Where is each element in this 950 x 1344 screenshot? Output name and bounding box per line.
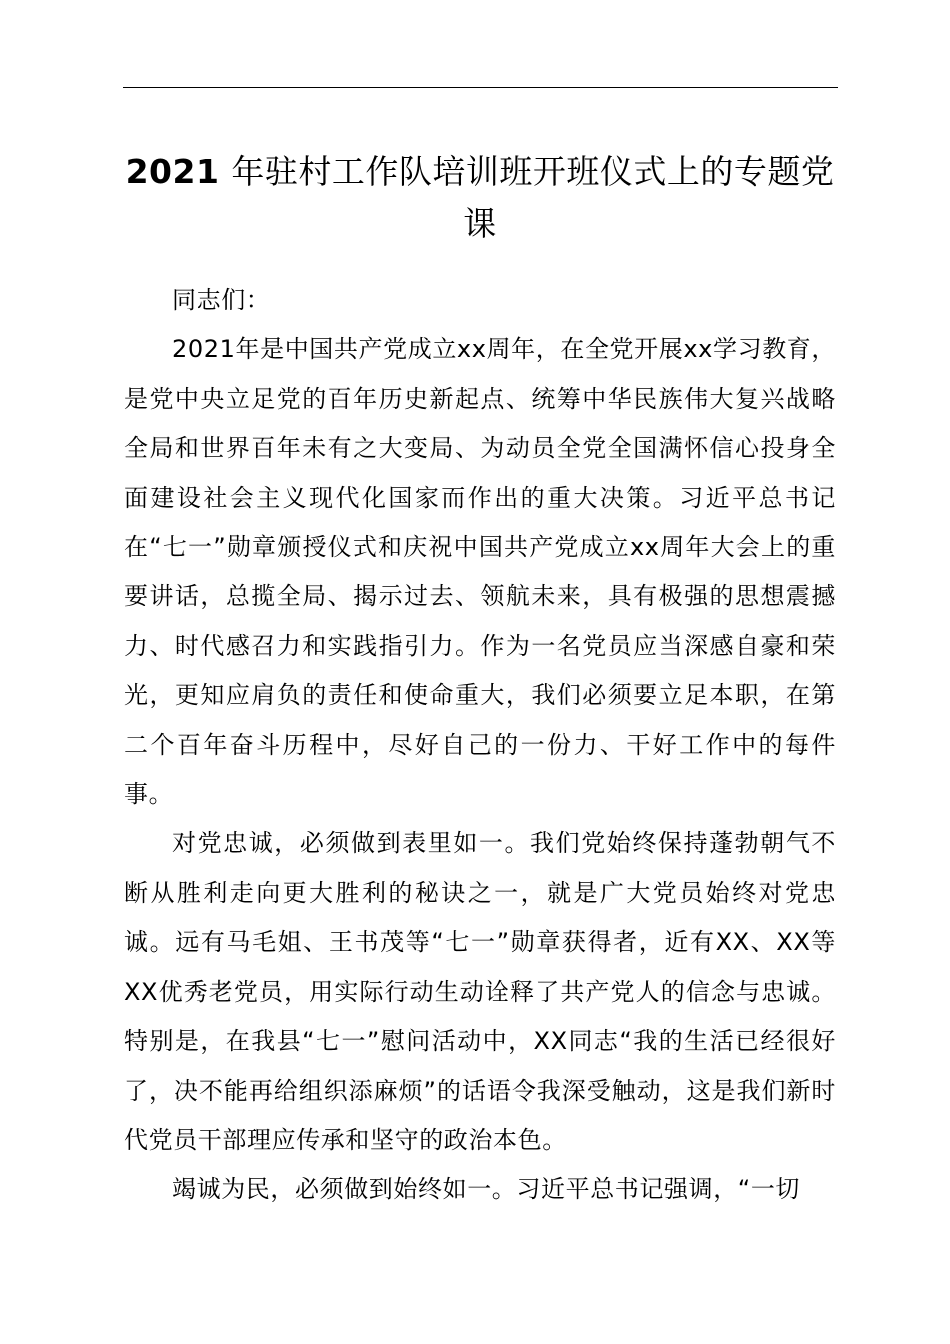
document-body — [124, 276, 836, 1215]
paragraph-1: 2021年是中国共产党成立xx周年，在全党开展xx学习教育，是党中央立足党的百年历史新起点、统筹中华民族伟大复兴战略全局和世界百年未有之大变局、为动员全党全国满怀信心投身全面建设社会主义现代化国家而作出的重大决策。习近平总书记在“七一”勋章颁授仪式和庆祝中国共产党成立xx周年大会上的重要讲话，总揽全局、揭示过去、领航未来，具有极强的思想震撼力、时代感召力和实践指引力。作为一名党员应当深感自豪和荣光，更知应肩负的责任和使命重大，我们必须要立足本职，在第二个百年奋斗历程中，尽好自己的一份力、干好工作中的每件事。 — [124, 335, 836, 809]
document-title — [110, 146, 850, 250]
paragraph-3: 竭诚为民，必须做到始终如一。习近平总书记强调，“一切 — [172, 1175, 801, 1204]
paragraph-2: 对党忠诚，必须做到表里如一。我们党始终保持蓬勃朝气不断从胜利走向更大胜利的秘诀之一，就是广大党员始终对党忠诚。远有马毛姐、王书茂等“七一”勋章获得者，近有XX、XX等XX优秀老党员，用实际行动生动诠释了共产党人的信念与忠诚。特别是，在我县“七一”慰问活动中，XX同志“我的生活已经很好了，决不能再给组织添麻烦”的话语令我深受触动，这是我们新时代党员干部理应传承和坚守的政治本色。 — [124, 829, 836, 1154]
title-text: 年驻村工作队培训班开班仪式上的专题党课 — [231, 152, 835, 243]
title-year: 2021 — [125, 152, 220, 191]
salutation: 同志们： — [172, 286, 271, 314]
header-rule — [123, 87, 838, 88]
